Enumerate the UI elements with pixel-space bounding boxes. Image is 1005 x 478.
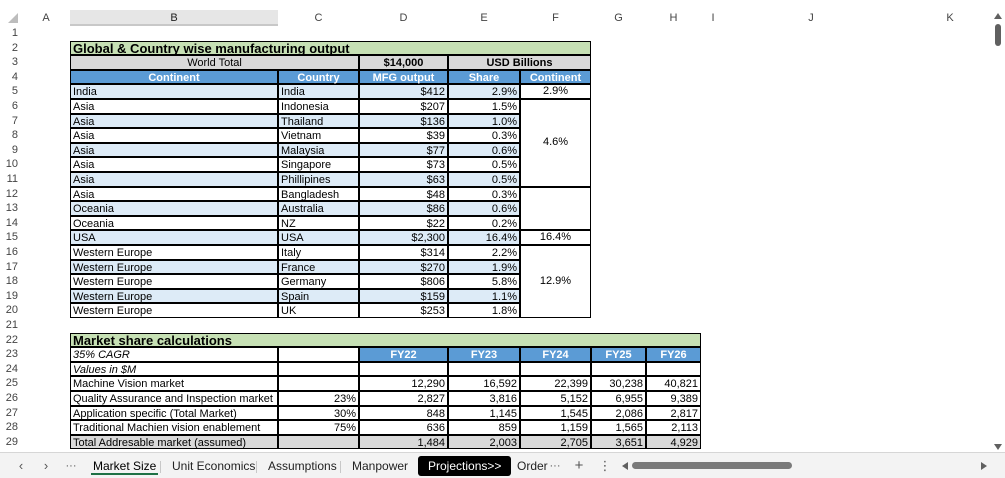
country-cell[interactable]: Singapore [278, 157, 359, 172]
market-row-label[interactable]: Total Addresable market (assumed) [70, 435, 278, 450]
vertical-scroll-thumb[interactable] [995, 24, 1001, 46]
continent-cell[interactable]: Asia [70, 143, 278, 158]
prev-sheet-icon[interactable]: ‹ [18, 458, 24, 473]
continent-cell[interactable]: India [70, 84, 278, 99]
row-header[interactable]: 10 [5, 158, 18, 171]
country-cell[interactable]: UK [278, 303, 359, 318]
empty-cell[interactable] [646, 362, 701, 377]
continent-share-cell[interactable]: 4.6% [520, 99, 591, 187]
mfg-output-cell[interactable]: $86 [359, 201, 448, 216]
market-value[interactable]: 636 [359, 420, 448, 435]
row-header[interactable]: 14 [5, 216, 18, 229]
market-row-label[interactable]: Traditional Machien vision enablement [70, 420, 278, 435]
market-value[interactable]: 12,290 [359, 376, 448, 391]
country-cell[interactable]: Spain [278, 289, 359, 304]
year-header[interactable]: FY26 [646, 347, 701, 362]
share-cell[interactable]: 1.8% [448, 303, 520, 318]
row-header[interactable]: 4 [11, 70, 18, 83]
table1-header[interactable]: MFG output [359, 70, 448, 85]
row-header[interactable]: 27 [5, 406, 18, 419]
col-header-a[interactable]: A [42, 12, 50, 24]
world-total-label[interactable]: World Total [70, 55, 359, 70]
share-cell[interactable]: 0.3% [448, 187, 520, 202]
empty-cell[interactable] [448, 362, 520, 377]
market-row-label[interactable]: Machine Vision market [70, 376, 278, 391]
share-cell[interactable]: 1.1% [448, 289, 520, 304]
next-sheet-icon[interactable]: › [43, 458, 49, 473]
col-header-f[interactable]: F [552, 12, 559, 24]
market-value[interactable]: 9,389 [646, 391, 701, 406]
market-value[interactable]: 5,152 [520, 391, 591, 406]
share-cell[interactable]: 0.5% [448, 172, 520, 187]
market-value[interactable]: 2,827 [359, 391, 448, 406]
tab-separator [340, 461, 341, 473]
tab-manpower[interactable]: Manpower [352, 459, 409, 473]
continent-cell[interactable]: Oceania [70, 201, 278, 216]
country-cell[interactable]: Vietnam [278, 128, 359, 143]
mfg-output-cell[interactable]: $253 [359, 303, 448, 318]
year-header[interactable]: FY24 [520, 347, 591, 362]
col-header-c[interactable]: C [314, 12, 323, 24]
continent-cell[interactable]: Asia [70, 99, 278, 114]
market-row-pct[interactable]: 23% [278, 391, 359, 406]
mfg-output-cell[interactable]: $63 [359, 172, 448, 187]
country-cell[interactable]: NZ [278, 216, 359, 231]
share-cell[interactable]: 5.8% [448, 274, 520, 289]
tab-separator [256, 461, 257, 473]
row-header[interactable]: 13 [5, 202, 18, 215]
market-value[interactable]: 40,821 [646, 376, 701, 391]
continent-cell[interactable]: Western Europe [70, 303, 278, 318]
share-cell[interactable]: 0.2% [448, 216, 520, 231]
row-header[interactable]: 21 [5, 319, 18, 331]
mfg-output-cell[interactable]: $806 [359, 274, 448, 289]
country-cell[interactable]: Malaysia [278, 143, 359, 158]
market-value[interactable]: 1,159 [520, 420, 591, 435]
share-cell[interactable]: 1.9% [448, 260, 520, 275]
table1-header[interactable]: Continent [70, 70, 278, 85]
continent-share-cell[interactable]: 2.9% [520, 84, 591, 99]
year-header[interactable]: FY23 [448, 347, 520, 362]
share-cell[interactable]: 0.6% [448, 201, 520, 216]
mfg-output-cell[interactable]: $412 [359, 84, 448, 99]
world-total-value[interactable]: $14,000 [359, 55, 448, 70]
row-header[interactable]: 20 [5, 304, 18, 317]
continent-share-cell[interactable] [520, 187, 591, 231]
market-value[interactable]: 2,817 [646, 406, 701, 421]
row-header[interactable]: 19 [5, 289, 18, 302]
mfg-output-cell[interactable]: $2,300 [359, 230, 448, 245]
share-cell[interactable]: 1.5% [448, 99, 520, 114]
row-header[interactable]: 3 [11, 56, 18, 69]
row-header[interactable]: 1 [11, 27, 18, 39]
scroll-down-icon[interactable] [994, 444, 1002, 450]
empty-cell[interactable] [520, 362, 591, 377]
continent-cell[interactable]: Oceania [70, 216, 278, 231]
row-header[interactable]: 11 [6, 173, 18, 185]
table1-header[interactable]: Share [448, 70, 520, 85]
market-value[interactable]: 3,816 [448, 391, 520, 406]
share-cell[interactable]: 16.4% [448, 230, 520, 245]
unit-label[interactable]: USD Billions [448, 55, 591, 70]
sheet-options-icon[interactable]: ⋮ [598, 458, 612, 473]
country-cell[interactable]: Bangladesh [278, 187, 359, 202]
market-value[interactable]: 848 [359, 406, 448, 421]
mfg-output-cell[interactable]: $159 [359, 289, 448, 304]
market-value[interactable]: 2,003 [448, 435, 520, 450]
market-row-pct[interactable]: 30% [278, 406, 359, 421]
row-header[interactable]: 17 [5, 260, 18, 273]
row-header[interactable]: 12 [5, 187, 18, 200]
continent-cell[interactable]: Asia [70, 128, 278, 143]
continent-cell[interactable]: Western Europe [70, 274, 278, 289]
col-header-i[interactable]: I [711, 12, 715, 24]
col-header-b[interactable]: B [70, 10, 278, 26]
table1-header[interactable]: Continent [520, 70, 591, 85]
row-header[interactable]: 8 [11, 129, 18, 142]
continent-cell[interactable]: Western Europe [70, 260, 278, 275]
empty-cell[interactable] [278, 347, 359, 362]
empty-cell[interactable] [278, 362, 359, 377]
tab-unit-economics[interactable]: Unit Economics [172, 459, 256, 473]
tab-label: Market Size [93, 459, 157, 473]
market-value[interactable]: 1,545 [520, 406, 591, 421]
row-header[interactable]: 9 [11, 143, 18, 156]
tab-separator [160, 461, 161, 473]
row-header[interactable]: 16 [5, 246, 18, 258]
market-value[interactable]: 2,113 [646, 420, 701, 435]
continent-cell[interactable]: Asia [70, 172, 278, 187]
country-cell[interactable]: USA [278, 230, 359, 245]
market-value[interactable]: 2,705 [520, 435, 591, 450]
values-note[interactable]: Values in $M [70, 362, 278, 377]
market-value[interactable]: 1,145 [448, 406, 520, 421]
col-header-j[interactable]: J [808, 12, 814, 24]
mfg-output-cell[interactable]: $48 [359, 187, 448, 202]
row-header[interactable]: 25 [5, 377, 18, 390]
share-cell[interactable]: 2.9% [448, 84, 520, 99]
mfg-output-cell[interactable]: $136 [359, 114, 448, 129]
country-cell[interactable]: Thailand [278, 114, 359, 129]
market-value[interactable]: 1,565 [591, 420, 646, 435]
continent-share-cell[interactable]: 16.4% [520, 230, 591, 245]
market-value[interactable]: 16,592 [448, 376, 520, 391]
tab-order[interactable]: Order [517, 459, 548, 473]
add-sheet-icon[interactable]: + [574, 457, 584, 474]
market-value[interactable]: 859 [448, 420, 520, 435]
col-header-h[interactable]: H [669, 12, 678, 24]
share-cell[interactable]: 0.5% [448, 157, 520, 172]
year-header[interactable]: FY25 [591, 347, 646, 362]
mfg-output-cell[interactable]: $207 [359, 99, 448, 114]
col-header-e[interactable]: E [480, 12, 488, 24]
table2-title[interactable]: Market share calculations [70, 333, 701, 348]
sheet-tab-bar [0, 452, 1005, 478]
row-header[interactable]: 22 [5, 333, 18, 346]
country-cell[interactable]: Phillipines [278, 172, 359, 187]
continent-cell[interactable]: Asia [70, 187, 278, 202]
market-row-pct[interactable] [278, 435, 359, 450]
continent-cell[interactable]: Asia [70, 114, 278, 129]
cagr-note[interactable]: 35% CAGR [70, 347, 278, 362]
col-header-d[interactable]: D [399, 12, 408, 24]
row-header[interactable]: 18 [5, 275, 18, 288]
market-value[interactable]: 2,086 [591, 406, 646, 421]
share-cell[interactable]: 0.3% [448, 128, 520, 143]
mfg-output-cell[interactable]: $270 [359, 260, 448, 275]
select-all-corner[interactable] [8, 13, 18, 23]
continent-cell[interactable]: Western Europe [70, 245, 278, 260]
share-cell[interactable]: 2.2% [448, 245, 520, 260]
col-header-g[interactable]: G [614, 12, 623, 24]
mfg-output-cell[interactable]: $77 [359, 143, 448, 158]
year-header[interactable]: FY22 [359, 347, 448, 362]
continent-cell[interactable]: USA [70, 230, 278, 245]
row-header[interactable]: 28 [5, 421, 18, 434]
country-cell[interactable]: Indonesia [278, 99, 359, 114]
continent-cell[interactable]: Asia [70, 157, 278, 172]
vertical-scrollbar[interactable] [991, 10, 1005, 452]
mfg-output-cell[interactable]: $22 [359, 216, 448, 231]
market-row-pct[interactable] [278, 376, 359, 391]
market-value[interactable]: 3,651 [591, 435, 646, 450]
country-cell[interactable]: Italy [278, 245, 359, 260]
table1-title[interactable]: Global & Country wise manufacturing output [70, 41, 591, 56]
country-cell[interactable]: Germany [278, 274, 359, 289]
market-value[interactable]: 22,399 [520, 376, 591, 391]
row-header[interactable]: 29 [5, 435, 18, 448]
more-sheets-left-icon[interactable]: ··· [65, 460, 77, 472]
scroll-right-icon[interactable] [981, 462, 987, 470]
market-value[interactable]: 30,238 [591, 376, 646, 391]
empty-cell[interactable] [359, 362, 448, 377]
row-header[interactable]: 2 [11, 41, 18, 54]
mfg-output-cell[interactable]: $73 [359, 157, 448, 172]
share-cell[interactable]: 0.6% [448, 143, 520, 158]
tab-market-size[interactable] [83, 455, 166, 477]
empty-cell[interactable] [591, 362, 646, 377]
row-header[interactable]: 7 [11, 114, 18, 127]
continent-share-cell[interactable]: 12.9% [520, 245, 591, 318]
country-cell[interactable]: France [278, 260, 359, 275]
row-header[interactable]: 26 [5, 392, 18, 404]
market-row-label[interactable]: Quality Assurance and Inspection market [70, 391, 278, 406]
column-headers [0, 10, 990, 26]
row-header[interactable]: 6 [11, 100, 18, 112]
horizontal-scroll-thumb[interactable] [632, 462, 792, 469]
mfg-output-cell[interactable]: $39 [359, 128, 448, 143]
continent-cell[interactable]: Western Europe [70, 289, 278, 304]
market-value[interactable]: 6,955 [591, 391, 646, 406]
market-value[interactable]: 1,484 [359, 435, 448, 450]
more-sheets-right-icon[interactable]: ··· [549, 460, 561, 472]
row-header[interactable]: 23 [5, 348, 18, 361]
table1-header[interactable]: Country [278, 70, 359, 85]
country-cell[interactable]: India [278, 84, 359, 99]
scroll-up-icon[interactable] [994, 13, 1002, 19]
share-cell[interactable]: 1.0% [448, 114, 520, 129]
row-header[interactable]: 15 [5, 231, 18, 244]
row-header[interactable]: 5 [11, 85, 18, 98]
active-tab-underline [91, 473, 158, 475]
mfg-output-cell[interactable]: $314 [359, 245, 448, 260]
row-header[interactable]: 24 [5, 362, 18, 375]
scroll-left-icon[interactable] [622, 462, 628, 470]
market-value[interactable]: 4,929 [646, 435, 701, 450]
tab-assumptions[interactable]: Assumptions [268, 459, 337, 473]
tab-projections[interactable]: Projections>> [418, 456, 511, 476]
market-row-pct[interactable]: 75% [278, 420, 359, 435]
market-row-label[interactable]: Application specific (Total Market) [70, 406, 278, 421]
country-cell[interactable]: Australia [278, 201, 359, 216]
col-header-k[interactable]: K [946, 12, 954, 24]
